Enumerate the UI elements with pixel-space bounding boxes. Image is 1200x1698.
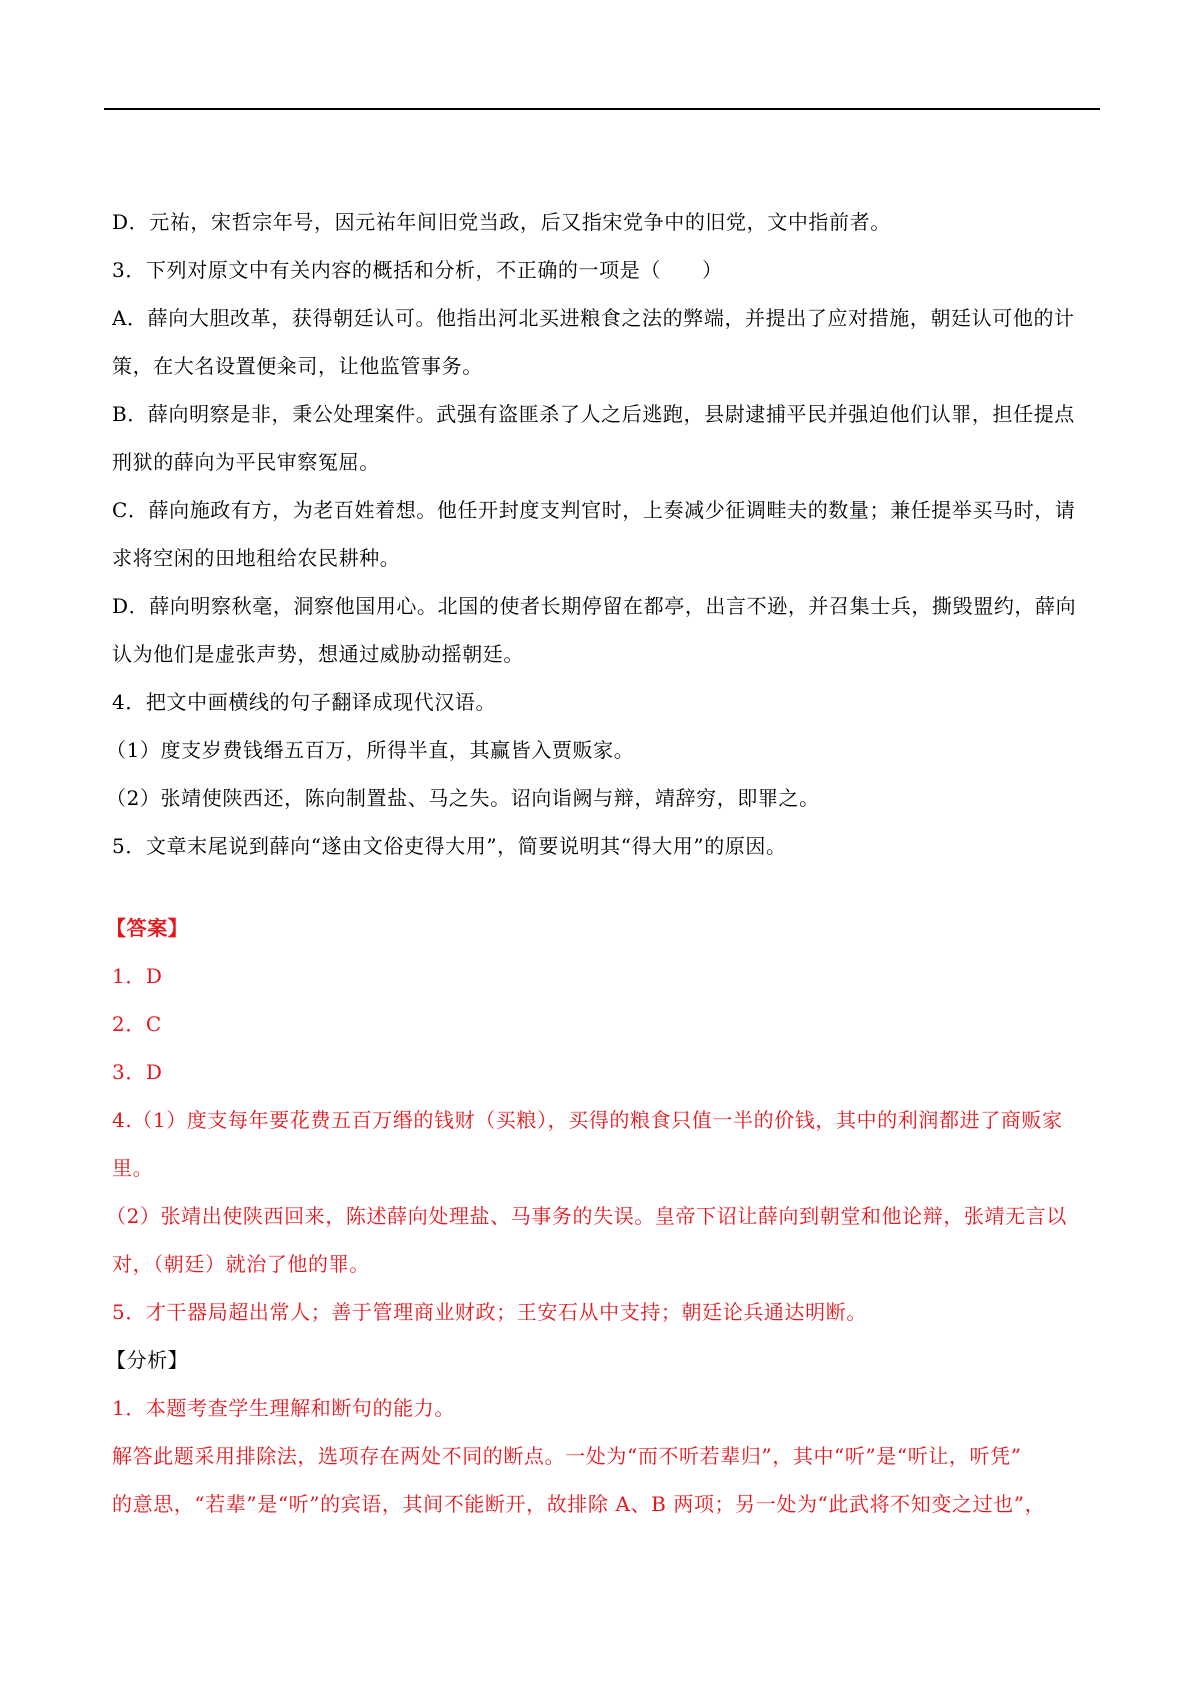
answer-4-part-1-cont: 里。 bbox=[112, 1156, 154, 1180]
question-3-option-d-cont: 认为他们是虚张声势，想通过威胁动摇朝廷。 bbox=[112, 642, 524, 666]
answer-4-part-2: （2）张靖出使陕西回来，陈述薛向处理盐、马事务的失误。皇帝下诏让薛向到朝堂和他论辩，张靖无言以 bbox=[106, 1204, 1067, 1228]
question-5-stem: 5．文章末尾说到薛向“遂由文俗吏得大用”，简要说明其“得大用”的原因。 bbox=[112, 834, 787, 858]
answer-4-part-1: 4.（1）度支每年要花费五百万缗的钱财（买粮），买得的粮食只值一半的价钱，其中的利润都进了商贩家 bbox=[112, 1108, 1063, 1132]
question-section bbox=[106, 198, 1102, 870]
question-4-part-2: （2）张靖使陕西还，陈向制置盐、马之失。诏向诣阙与辩，靖辞穷，即罪之。 bbox=[106, 786, 820, 810]
question-3-option-b: B．薛向明察是非，秉公处理案件。武强有盗匪杀了人之后逃跑，县尉逮捕平民并强迫他们认罪，担任提点 bbox=[112, 402, 1075, 426]
question-3-option-b-cont: 刑狱的薛向为平民审察冤屈。 bbox=[112, 450, 380, 474]
question-3-option-d: D．薛向明察秋毫，洞察他国用心。北国的使者长期停留在都亭，出言不逊，并召集士兵，撕毁盟约，薛向 bbox=[112, 594, 1077, 618]
answer-1: 1．D bbox=[112, 964, 163, 988]
answer-5: 5．才干器局超出常人；善于管理商业财政；王安石从中支持；朝廷论兵通达明断。 bbox=[112, 1300, 867, 1324]
answer-4-part-2-cont: 对，（朝廷）就治了他的罪。 bbox=[112, 1252, 370, 1276]
answer-3: 3．D bbox=[112, 1060, 163, 1084]
question-4-part-1: （1）度支岁费钱缗五百万，所得半直，其赢皆入贾贩家。 bbox=[106, 738, 635, 762]
answer-2: 2．C bbox=[112, 1012, 162, 1036]
question-3-option-c-cont: 求将空闲的田地租给农民耕种。 bbox=[112, 546, 401, 570]
question-3-option-c: C．薛向施政有方，为老百姓着想。他任开封度支判官时，上奏减少征调畦夫的数量；兼任提举买马时，请 bbox=[112, 498, 1076, 522]
header-rule bbox=[104, 108, 1100, 110]
analysis-section bbox=[106, 1336, 1102, 1528]
question-3-option-a: A．薛向大胆改革，获得朝廷认可。他指出河北买进粮食之法的弊端，并提出了应对措施，朝廷认可他的计 bbox=[112, 306, 1075, 330]
document-body bbox=[106, 198, 1102, 1528]
analysis-1-title: 1．本题考查学生理解和断句的能力。 bbox=[112, 1396, 455, 1420]
option-d-note: D．元祐，宋哲宗年号，因元祐年间旧党当政，后又指宋党争中的旧党，文中指前者。 bbox=[112, 210, 891, 234]
answer-heading: 【答案】 bbox=[106, 916, 189, 940]
answer-section bbox=[106, 904, 1102, 1336]
analysis-1-body-1: 解答此题采用排除法，选项存在两处不同的断点。一处为“而不听若辈归”，其中“听”是“听让，听凭” bbox=[112, 1444, 1022, 1468]
question-4-stem: 4．把文中画横线的句子翻译成现代汉语。 bbox=[112, 690, 497, 714]
question-3-stem: 3．下列对原文中有关内容的概括和分析，不正确的一项是（ ） bbox=[112, 258, 723, 282]
question-3-option-a-cont: 策，在大名设置便籴司，让他监管事务。 bbox=[112, 354, 483, 378]
analysis-heading: 【分析】 bbox=[106, 1348, 189, 1372]
analysis-1-body-2: 的意思，“若辈”是“听”的宾语，其间不能断开，故排除 A、B 两项；另一处为“此武将不知变之过也”， bbox=[112, 1492, 1046, 1516]
